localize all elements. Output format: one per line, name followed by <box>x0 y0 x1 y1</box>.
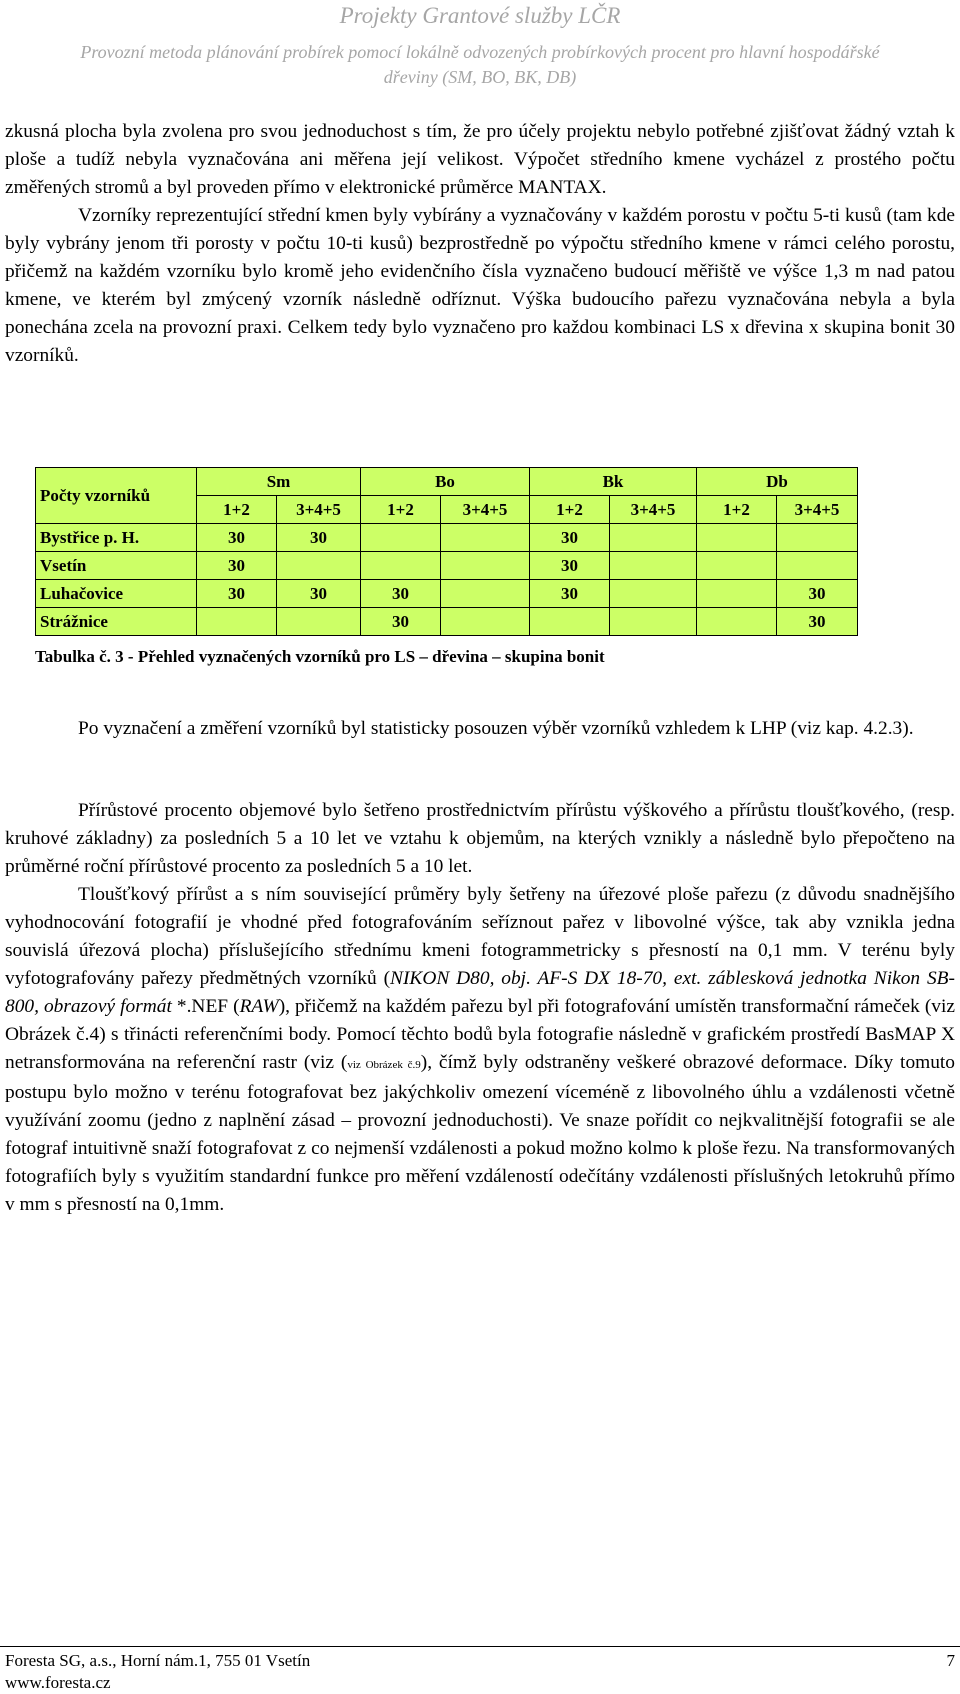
table-cell: 30 <box>197 580 277 608</box>
table-cell <box>277 552 361 580</box>
table-caption: Tabulka č. 3 - Přehled vyznačených vzorníků pro LS – dřevina – skupina bonit <box>35 647 605 666</box>
figure-reference-small: viz Obrázek č.9 <box>347 1059 421 1071</box>
table-cell: 30 <box>777 608 858 636</box>
page-number: 7 <box>946 1651 955 1670</box>
table-cell: 30 <box>530 580 610 608</box>
page-header <box>0 0 960 90</box>
header-subtitle-line2: dřeviny (SM, BO, BK, DB) <box>383 67 577 87</box>
table-cell <box>530 608 610 636</box>
table-cell <box>777 524 858 552</box>
table-cell <box>361 524 441 552</box>
table-cell <box>197 608 277 636</box>
species-header: Sm <box>197 468 361 496</box>
row-label: Vsetín <box>36 552 197 580</box>
species-header: Db <box>697 468 858 496</box>
bonit-subheader: 3+4+5 <box>277 496 361 524</box>
bonit-subheader: 3+4+5 <box>610 496 697 524</box>
header-title: Projekty Grantové služby LČR <box>339 3 621 28</box>
table-cell <box>610 552 697 580</box>
table-cell <box>697 580 777 608</box>
footer-web: www.foresta.cz <box>5 1673 111 1692</box>
footer-address: Foresta SG, a.s., Horní nám.1, 755 01 Vsetín <box>5 1651 311 1670</box>
bonit-subheader: 1+2 <box>697 496 777 524</box>
species-header: Bk <box>530 468 697 496</box>
table-row <box>36 552 858 580</box>
table-cell <box>277 608 361 636</box>
bonit-subheader: 3+4+5 <box>777 496 858 524</box>
paragraph: Po vyznačení a změření vzorníků byl statisticky posouzen výběr vzorníků vzhledem k LHP (viz kap. 4.2.3). <box>78 718 914 739</box>
table-cell <box>441 552 530 580</box>
table-cell: 30 <box>777 580 858 608</box>
text-block-1 <box>5 118 955 370</box>
page-footer <box>5 1650 310 1694</box>
table-cell: 30 <box>197 524 277 552</box>
text-run: ), čímž byly odstraněny veškeré obrazové deformace. Díky tomuto postupu bylo možno v terénu fotografovat bez jakýchkoliv omezení víceméně z libovolného úhlu a vzdálenosti včetně využívání zoomu (jedno z naplnění zásad – provozní jednoduchosti). Ve snaze pořídit co nejkvalitnější fotografii se ale fotograf intuitivně snaží fotografovat z co nejmenší vzdálenosti a pokud možno kolmo k ploše řezu. Na transformovaných fotografiích byly s využitím standardní funkce pro měření vzdáleností odečítány vzdálenosti příslušných letokruhů přímo v mm s přesností na 0,1mm. <box>5 1052 956 1215</box>
paragraph: zkusná plocha byla zvolena pro svou jednoduchost s tím, že pro účely projektu nebylo potřebné zjišťovat žádný vztah k ploše a tudíž nebyla vyznačována ani měřena její velikost. Výpočet středního kmene vycházel z prostého počtu změřených stromů a byl proveden přímo v elektronické průměrce MANTAX. <box>5 121 955 198</box>
species-header: Bo <box>361 468 530 496</box>
bonit-subheader: 1+2 <box>197 496 277 524</box>
sample-count-table <box>35 467 858 636</box>
table-cell <box>697 608 777 636</box>
table-cell <box>361 552 441 580</box>
paragraph <box>5 881 955 1219</box>
row-label: Strážnice <box>36 608 197 636</box>
bonit-subheader: 1+2 <box>530 496 610 524</box>
table-cell: 30 <box>530 552 610 580</box>
camera-spec-italic: NIKON D80, obj. AF-S DX 18-70, ext. záblesková jednotka Nikon SB-800, obrazový formát <box>5 968 955 1017</box>
table-cell <box>610 608 697 636</box>
table-cell <box>610 524 697 552</box>
paragraph: Vzorníky reprezentující střední kmen byly vybírány a vyznačovány v každém porostu v počtu 5-ti kusů (tam kde byly vybrány jenom tři porosty v počtu 10-ti kusů) bezprostředně po výpočtu středního kmene v rámci celého porostu, přičemž na každém vzorníku bylo kromě jeho evidenčního čísla vyznačeno budoucí měřiště ve výšce 1,3 m nad patou kmene, ve kterém byl zmýcený vzorník následně odříznut. Výška budoucího pařezu vyznačována nebyla a byla ponechána zcela na provozní praxi. Celkem tedy bylo vyznačeno pro každou kombinaci LS x dřevina x skupina bonit 30 vzorníků. <box>5 205 955 366</box>
text-block-3 <box>5 797 955 1219</box>
table-cell: 30 <box>277 580 361 608</box>
table-cell <box>441 580 530 608</box>
table-cell: 30 <box>361 608 441 636</box>
bonit-subheader: 1+2 <box>361 496 441 524</box>
table-cell: 30 <box>361 580 441 608</box>
table-cell <box>697 524 777 552</box>
table-cell <box>777 552 858 580</box>
table-row <box>36 580 858 608</box>
row-label: Bystřice p. H. <box>36 524 197 552</box>
table-cell: 30 <box>197 552 277 580</box>
paragraph: Přírůstové procento objemové bylo šetřeno prostřednictvím přírůstu výškového a přírůstu tloušťkového, (resp. kruhové základny) za posledních 5 a 10 let ve vztahu k objemům, na kterých vznikly a následně bylo přepočteno na průměrné roční přírůstové procento za posledních 5 a 10 let. <box>5 800 955 877</box>
format-italic: RAW <box>239 996 279 1017</box>
row-label: Luhačovice <box>36 580 197 608</box>
text-run: Tloušťkový přírůst a s ním související průměry byly šetřeny na úřezové ploše pařezu (z důvodu snadnějšího vyhodnocování fotografií je vhodné před fotografováním seříznout pařez v libovolné výšce, tak aby vznikla jedna souvislá úřezová plocha) příslušejícího střednímu kmeni fotogrammetricky s přesností na 0,1 mm. V terénu byly vyfotografovány pařezy předmětných vzorníků ( <box>5 884 955 989</box>
table-cell <box>610 580 697 608</box>
table-cell <box>697 552 777 580</box>
text-run: *.NEF ( <box>171 996 240 1017</box>
text-block-2 <box>5 715 955 743</box>
sample-count-table-wrapper <box>35 467 858 636</box>
table-row <box>36 524 858 552</box>
table-row <box>36 608 858 636</box>
bonit-subheader: 3+4+5 <box>441 496 530 524</box>
table-cell <box>441 524 530 552</box>
text-run: ), přičemž na každém pařezu byl při fotografování umístěn transformační rámeček (viz Obrázek č.4) s třinácti referenčními body. Pomocí těchto bodů byla fotografie následně v grafickém prostředí BasMAP X netransformována na referenční rastr (viz ( <box>5 996 955 1073</box>
table-cell <box>441 608 530 636</box>
table-cell: 30 <box>530 524 610 552</box>
footer-divider <box>0 1646 960 1647</box>
header-subtitle-line1: Provozní metoda plánování probírek pomocí lokálně odvozených probírkových procent pro hlavní hospodářské <box>80 42 880 62</box>
table-cell: 30 <box>277 524 361 552</box>
table-corner-label: Počty vzorníků <box>36 468 197 524</box>
